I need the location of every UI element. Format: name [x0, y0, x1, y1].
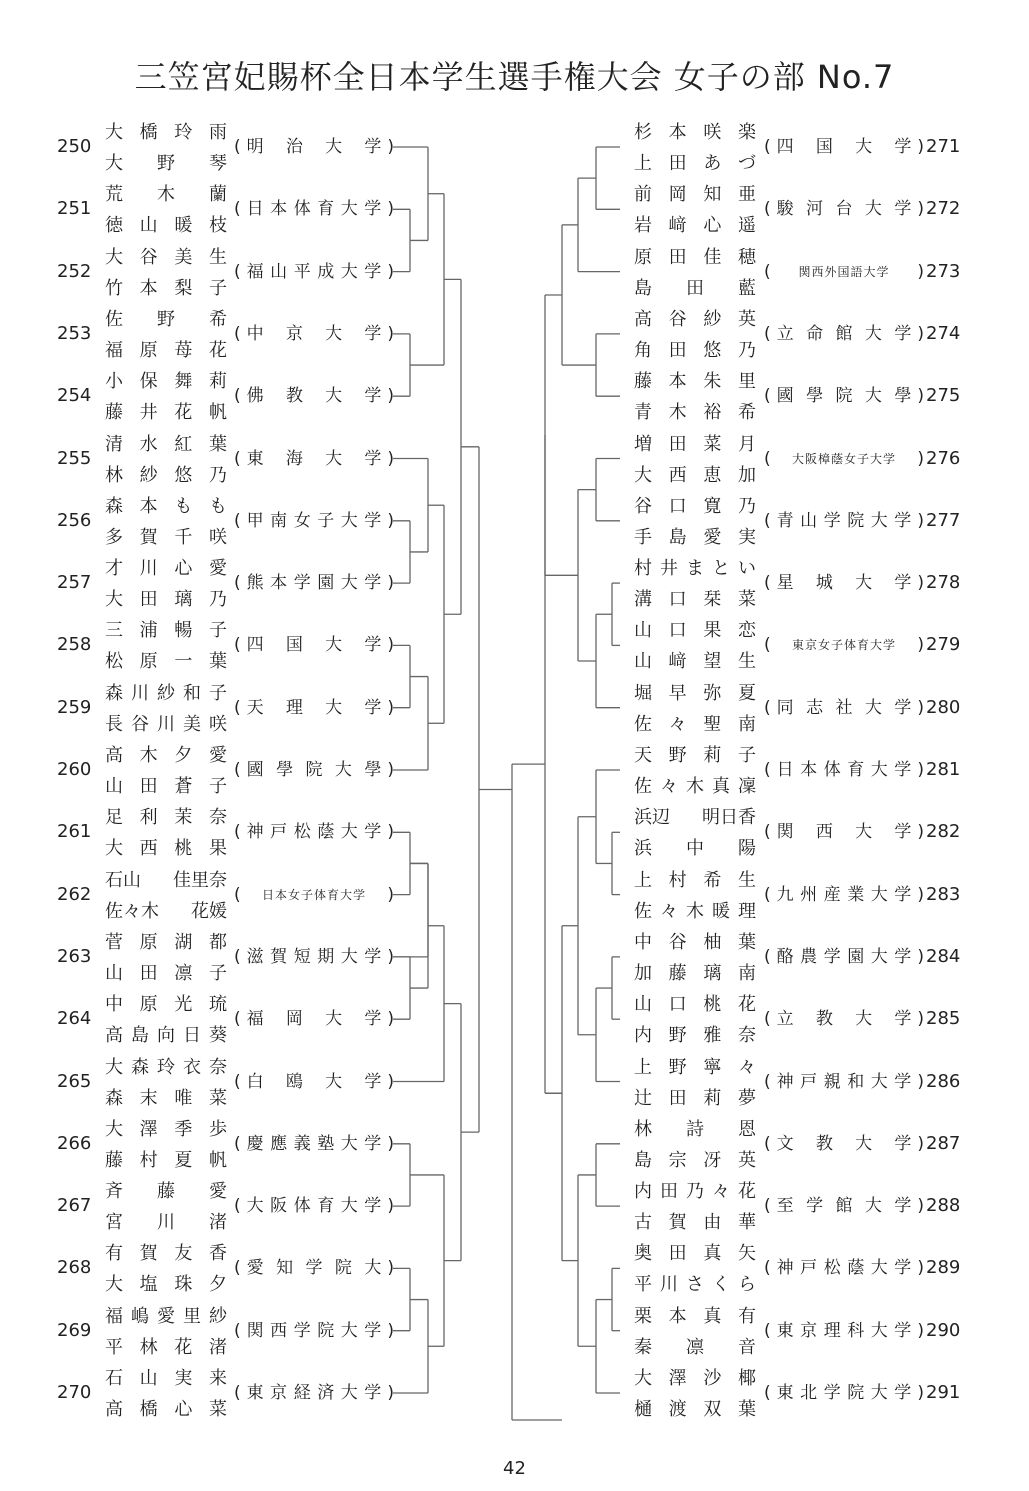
player-name-1: 山 口 桃 花 [634, 994, 756, 1016]
university-label: ( 甲 南 女 子 大 学 ) [234, 510, 394, 531]
player-name-2: 徳 山 暖 枝 [105, 215, 227, 237]
entry-number: 291 [926, 1382, 961, 1403]
player-name-1: 上 村 希 生 [634, 869, 756, 891]
university-label: ( 東 海 大 学 ) [234, 448, 394, 469]
player-name-2: 加 藤 璃 南 [634, 962, 756, 984]
university-name: 慶 應 義 塾 大 学 [246, 1133, 382, 1154]
player-name-1: 菅 原 湖 都 [105, 931, 227, 953]
entry-number: 270 [57, 1382, 92, 1403]
entry-number: 266 [57, 1132, 92, 1154]
university-name: 駿 河 台 大 学 [776, 199, 912, 220]
player-name-2: 辻 田 莉 夢 [634, 1087, 756, 1109]
university-label: ( 熊 本 学 園 大 学 ) [234, 573, 394, 594]
entry-number: 269 [57, 1319, 92, 1341]
university-label: ( 東 京 理 科 大 学 ) [764, 1320, 924, 1341]
player-name-1: 原 田 佳 穂 [634, 246, 756, 268]
entry-number: 278 [926, 572, 961, 594]
player-name-1: 高 木 夕 愛 [105, 745, 227, 766]
player-name-2: 高 島 向 日 葵 [105, 1025, 227, 1047]
university-label: ( 立 教 大 学 ) [764, 1009, 924, 1030]
university-name: 日 本 体 育 大 学 [246, 199, 382, 220]
entry-number: 251 [57, 198, 92, 220]
player-name-1: 林 詩 恩 [634, 1118, 756, 1140]
player-name-2: 秦 凛 音 [634, 1336, 756, 1358]
university-label: ( 至 学 館 大 学 ) [764, 1196, 924, 1217]
player-name-2: 大 野 琴 [105, 153, 227, 174]
university-label: ( 日 本 体 育 大 学 ) [234, 199, 394, 220]
player-name-2: 樋 渡 双 葉 [634, 1399, 756, 1420]
player-name-1: 栗 本 真 有 [634, 1305, 756, 1327]
university-name: 星 城 大 学 [776, 573, 912, 594]
university-name: 白 鴎 大 学 [246, 1071, 382, 1092]
player-name-2: 長 谷 川 美 咲 [105, 713, 227, 735]
player-name-2: 山 﨑 望 生 [634, 651, 756, 673]
player-name-1: 中 谷 柚 葉 [634, 931, 756, 953]
player-name-1: 高 谷 紗 英 [634, 308, 756, 330]
player-name-1: 谷 口 寛 乃 [634, 495, 756, 517]
player-name-2: 青 木 裕 希 [634, 402, 756, 424]
entry-number: 262 [57, 883, 92, 905]
entry-number: 265 [57, 1070, 92, 1092]
university-name: 青 山 学 院 大 学 [776, 510, 912, 531]
entry-number: 255 [57, 447, 92, 469]
entry-number: 287 [926, 1132, 961, 1154]
player-name-2: 上 田 あ づ [634, 153, 756, 174]
university-label: ( 福 山 平 成 大 学 ) [234, 261, 394, 282]
university-name: 神 戸 親 和 大 学 [776, 1071, 912, 1092]
university-name: 天 理 大 学 [246, 697, 382, 718]
player-name-1: 藤 本 朱 里 [634, 371, 756, 393]
player-name-1: 大 橋 玲 雨 [105, 122, 227, 143]
player-name-2: 古 賀 由 華 [634, 1212, 756, 1234]
university-label: ( 中 京 大 学 ) [234, 323, 394, 344]
player-name-2: 竹 本 梨 子 [105, 277, 227, 299]
player-name-2: 林 紗 悠 乃 [105, 464, 227, 486]
university-name: 酪 農 学 園 大 学 [776, 946, 912, 967]
university-label: ( 同 志 社 大 学 ) [764, 697, 924, 718]
university-name: 同 志 社 大 学 [776, 697, 912, 718]
university-name: 甲 南 女 子 大 学 [246, 510, 382, 531]
entry-number: 285 [926, 1008, 961, 1030]
university-label: ( 天 理 大 学 ) [234, 697, 394, 718]
university-label: ( 佛 教 大 学 ) [234, 386, 394, 407]
university-name: 東 北 学 院 大 学 [776, 1383, 912, 1403]
player-name-1: 堀 早 弥 夏 [634, 682, 756, 704]
player-name-2: 高 橋 心 菜 [105, 1399, 227, 1420]
entry-number: 279 [926, 634, 961, 656]
player-name-2: 平 林 花 渚 [105, 1336, 227, 1358]
university-name: 至 学 館 大 学 [776, 1196, 912, 1217]
university-name: 神 戸 松 蔭 大 学 [246, 822, 382, 843]
university-name: 関 西 大 学 [776, 822, 912, 843]
player-name-1: 奥 田 真 矢 [634, 1243, 756, 1265]
entry-number: 264 [57, 1008, 92, 1030]
university-label: ( 福 岡 大 学 ) [234, 1009, 394, 1030]
player-name-2: 森 末 唯 菜 [105, 1087, 227, 1109]
university-name: 関西外国語大学 [798, 264, 890, 279]
player-name-1: 山 口 果 恋 [634, 620, 756, 642]
entry-number: 282 [926, 821, 961, 843]
player-name-2: 藤 井 花 帆 [105, 402, 227, 424]
university-name: 四 国 大 学 [776, 137, 912, 157]
player-name-2: 手 島 愛 実 [634, 526, 756, 548]
entry-number: 277 [926, 509, 961, 531]
university-name: 大阪樟蔭女子大学 [791, 451, 896, 466]
entry-number: 280 [926, 696, 961, 718]
university-name: 國 學 院 大 學 [246, 760, 382, 780]
university-name: 東 京 理 科 大 学 [776, 1320, 912, 1341]
university-name: 関 西 学 院 大 学 [246, 1320, 382, 1341]
player-name-2: 内 野 雅 奈 [634, 1025, 756, 1047]
entry-number: 272 [926, 198, 961, 220]
entry-number: 286 [926, 1070, 961, 1092]
page-number: 42 [503, 1458, 526, 1479]
entry-number: 254 [57, 385, 92, 407]
university-label: ( 神 戸 松 蔭 大 学 ) [234, 822, 394, 843]
entry-number: 275 [926, 385, 961, 407]
player-name-1: 小 保 舞 莉 [105, 371, 227, 393]
entry-number: 290 [926, 1319, 961, 1341]
entry-number: 284 [926, 945, 961, 967]
player-name-2: 佐 々 木 暖 理 [634, 900, 756, 922]
university-label: ( 滋 賀 短 期 大 学 ) [234, 946, 394, 967]
entry-number: 268 [57, 1257, 92, 1279]
university-label: ( 日本女子体育大学 ) [234, 884, 394, 905]
player-name-2: 山 田 蒼 子 [105, 776, 227, 797]
player-name-2: 角 田 悠 乃 [634, 339, 756, 361]
university-label: ( 酪 農 学 園 大 学 ) [764, 946, 924, 967]
player-name-2: 島 宗 冴 英 [634, 1149, 756, 1171]
university-name: 福 岡 大 学 [246, 1009, 382, 1030]
player-name-1: 浜辺 明日香 [634, 807, 756, 829]
player-name-2: 岩 﨑 心 遥 [634, 215, 756, 237]
university-label: ( 立 命 館 大 学 ) [764, 323, 924, 344]
university-label: ( 神 戸 松 蔭 大 学 ) [764, 1258, 924, 1279]
player-name-1: 内 田 乃 々 花 [634, 1181, 756, 1203]
entry-number: 263 [57, 945, 92, 967]
player-name-2: 大 田 璃 乃 [105, 589, 227, 611]
player-name-1: 村 井 ま と い [634, 558, 756, 580]
player-name-2: 溝 口 栞 菜 [634, 589, 756, 611]
university-name: 東 京 経 済 大 学 [246, 1383, 382, 1403]
entry-number: 257 [57, 572, 92, 594]
player-name-2: 宮 川 渚 [105, 1212, 227, 1234]
player-name-1: 大 澤 沙 椰 [634, 1368, 756, 1389]
entry-number: 276 [926, 447, 961, 469]
university-name: 明 治 大 学 [246, 137, 382, 157]
university-name: 日 本 体 育 大 学 [776, 760, 912, 780]
player-name-1: 福 嶋 愛 里 紗 [105, 1305, 227, 1327]
university-label: ( 青 山 学 院 大 学 ) [764, 510, 924, 531]
entry-number: 271 [926, 136, 961, 157]
university-label: ( 慶 應 義 塾 大 学 ) [234, 1133, 394, 1154]
player-name-2: 松 原 一 葉 [105, 651, 227, 673]
university-name: 愛 知 学 院 大 [246, 1258, 382, 1279]
university-name: 立 教 大 学 [776, 1009, 912, 1030]
entry-number: 259 [57, 696, 92, 718]
university-name: 九 州 産 業 大 学 [776, 884, 912, 905]
entry-number: 274 [926, 322, 961, 344]
university-name: 四 国 大 学 [246, 635, 382, 656]
player-name-2: 佐々木 花媛 [105, 900, 227, 922]
player-name-1: 前 岡 知 亜 [634, 184, 756, 206]
entry-number: 253 [57, 322, 92, 344]
player-name-1: 森 本 も も [105, 495, 227, 517]
player-name-1: 上 野 寧 々 [634, 1056, 756, 1078]
university-name: 中 京 大 学 [246, 323, 382, 344]
university-label: ( 大阪樟蔭女子大学 ) [764, 448, 924, 469]
university-label: ( 九 州 産 業 大 学 ) [764, 884, 924, 905]
university-label: ( 白 鴎 大 学 ) [234, 1071, 394, 1092]
university-name: 熊 本 学 園 大 学 [246, 573, 382, 594]
university-name: 東 海 大 学 [246, 448, 382, 469]
player-name-1: 大 森 玲 衣 奈 [105, 1056, 227, 1078]
university-label: ( 関 西 大 学 ) [764, 822, 924, 843]
player-name-2: 大 西 恵 加 [634, 464, 756, 486]
university-label: ( 日 本 体 育 大 学 ) [764, 760, 924, 780]
player-name-2: 福 原 苺 花 [105, 339, 227, 361]
entry-number: 258 [57, 634, 92, 656]
player-name-1: 森 川 紗 和 子 [105, 682, 227, 704]
university-name: 滋 賀 短 期 大 学 [246, 946, 382, 967]
player-name-1: 荒 木 蘭 [105, 184, 227, 206]
university-name: 福 山 平 成 大 学 [246, 261, 382, 282]
player-name-2: 山 田 凛 子 [105, 962, 227, 984]
university-label: ( 四 国 大 学 ) [234, 635, 394, 656]
player-name-1: 中 原 光 琉 [105, 994, 227, 1016]
university-label: ( 駿 河 台 大 学 ) [764, 199, 924, 220]
university-name: 文 教 大 学 [776, 1133, 912, 1154]
player-name-1: 杉 本 咲 楽 [634, 122, 756, 143]
page-title: 三笠宮妃賜杯全日本学生選手権大会 女子の部 No.7 [134, 58, 895, 96]
university-name: 國 學 院 大 學 [776, 386, 912, 407]
player-name-2: 浜 中 陽 [634, 838, 756, 860]
entry-number: 250 [57, 136, 92, 157]
university-name: 大 阪 体 育 大 学 [246, 1196, 382, 1217]
player-name-1: 足 利 茉 奈 [105, 807, 227, 829]
university-label: ( 明 治 大 学 ) [234, 137, 394, 157]
player-name-1: 有 賀 友 香 [105, 1243, 227, 1265]
entry-number: 260 [57, 759, 92, 780]
university-name: 神 戸 松 蔭 大 学 [776, 1258, 912, 1279]
university-label: ( 國 學 院 大 學 ) [764, 386, 924, 407]
university-label: ( 星 城 大 学 ) [764, 573, 924, 594]
university-label: ( 國 學 院 大 學 ) [234, 760, 394, 780]
entry-number: 288 [926, 1195, 961, 1217]
entry-number: 273 [926, 260, 961, 282]
university-label: ( 神 戸 親 和 大 学 ) [764, 1071, 924, 1092]
entry-number: 267 [57, 1195, 92, 1217]
player-name-1: 天 野 莉 子 [634, 745, 756, 766]
entry-number: 289 [926, 1257, 961, 1279]
player-name-1: 石 山 実 来 [105, 1368, 227, 1389]
player-name-1: 増 田 菜 月 [634, 433, 756, 455]
university-label: ( 関西外国語大学 ) [764, 261, 924, 282]
player-name-2: 佐 々 聖 南 [634, 713, 756, 735]
university-label: ( 東 北 学 院 大 学 ) [764, 1383, 924, 1403]
university-name: 佛 教 大 学 [246, 386, 382, 407]
university-label: ( 愛 知 学 院 大 ) [234, 1258, 394, 1279]
university-name: 日本女子体育大学 [261, 887, 366, 902]
university-name: 立 命 館 大 学 [776, 323, 912, 344]
entry-number: 283 [926, 883, 961, 905]
player-name-1: 才 川 心 愛 [105, 558, 227, 580]
player-name-1: 石山 佳里奈 [105, 869, 227, 891]
university-label: ( 文 教 大 学 ) [764, 1133, 924, 1154]
player-name-1: 大 谷 美 生 [105, 246, 227, 268]
player-name-1: 佐 野 希 [105, 308, 227, 330]
entry-number: 252 [57, 260, 92, 282]
university-label: ( 東 京 経 済 大 学 ) [234, 1383, 394, 1403]
player-name-2: 大 塩 珠 夕 [105, 1274, 227, 1296]
player-name-2: 藤 村 夏 帆 [105, 1149, 227, 1171]
player-name-1: 三 浦 暢 子 [105, 620, 227, 642]
player-name-1: 斉 藤 愛 [105, 1181, 227, 1203]
player-name-1: 大 澤 季 歩 [105, 1118, 227, 1140]
university-label: ( 大 阪 体 育 大 学 ) [234, 1196, 394, 1217]
player-name-2: 佐 々 木 真 凜 [634, 776, 756, 797]
player-name-2: 大 西 桃 果 [105, 838, 227, 860]
player-name-2: 平 川 さ く ら [634, 1274, 756, 1296]
player-name-1: 清 水 紅 葉 [105, 433, 227, 455]
university-name: 東京女子体育大学 [791, 638, 896, 653]
player-name-2: 多 賀 千 咲 [105, 526, 227, 548]
entry-number: 281 [926, 759, 961, 780]
entry-number: 256 [57, 509, 92, 531]
university-label: ( 関 西 学 院 大 学 ) [234, 1320, 394, 1341]
player-name-2: 島 田 藍 [634, 277, 756, 299]
entry-number: 261 [57, 821, 92, 843]
university-label: ( 四 国 大 学 ) [764, 137, 924, 157]
university-label: ( 東京女子体育大学 ) [764, 635, 924, 656]
